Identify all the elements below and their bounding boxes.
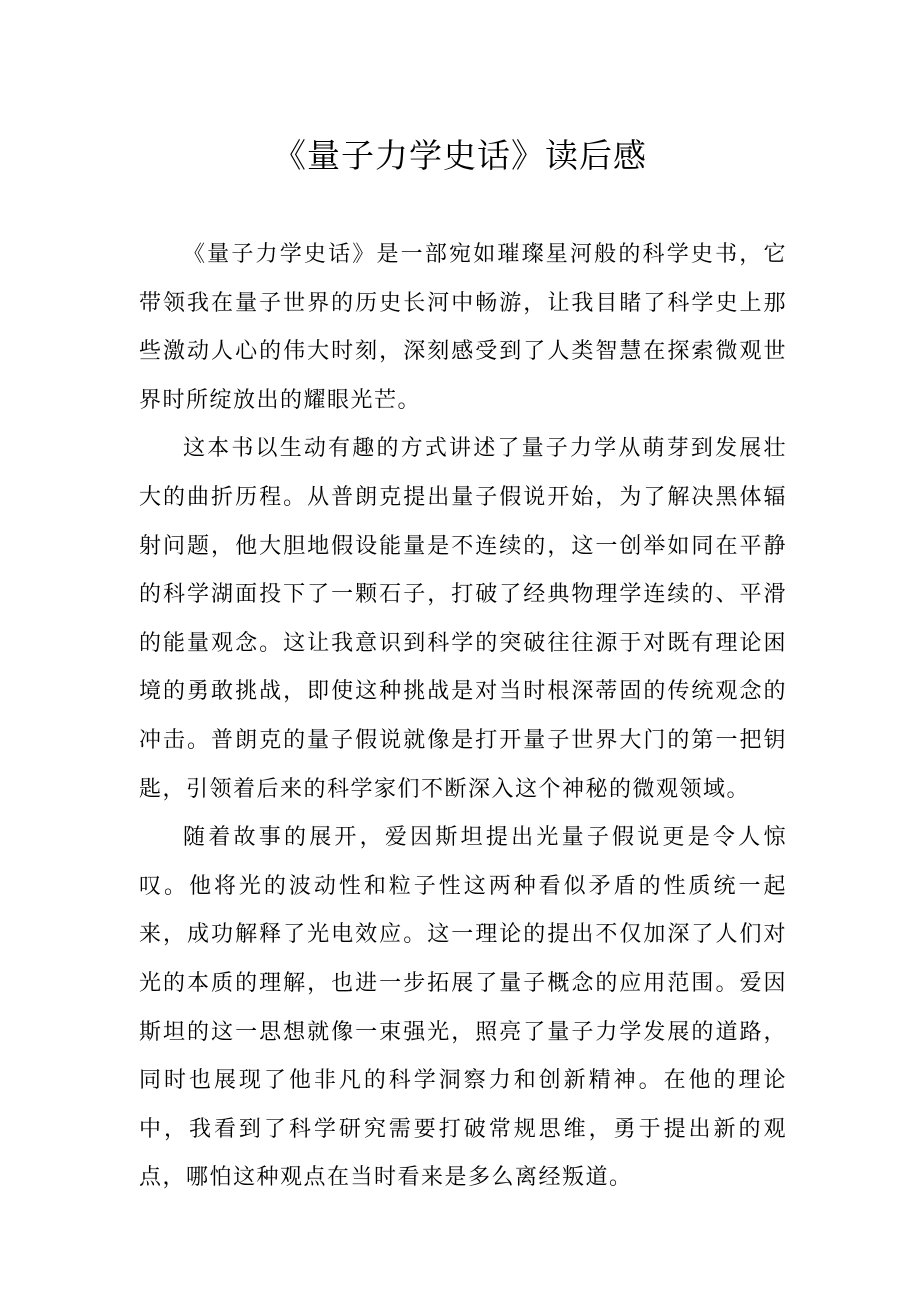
document-body [139,231,787,1203]
paragraph-2: 这本书以生动有趣的方式讲述了量子力学从萌芽到发展壮大的曲折历程。从普朗克提出量子假说开始，为了解决黑体辐射问题，他大胆地假设能量是不连续的，这一创举如同在平静的科学湖面投下了一颗石子，打破了经典物理学连续的、平滑的能量观念。这让我意识到科学的突破往往源于对既有理论困境的勇敢挑战，即使这种挑战是对当时根深蒂固的传统观念的冲击。普朗克的量子假说就像是打开量子世界大门的第一把钥匙，引领着后来的科学家们不断深入这个神秘的微观领域。 [139,436,787,802]
paragraph-1: 《量子力学史话》是一部宛如璀璨星河般的科学史书，它带领我在量子世界的历史长河中畅游，让我目睹了科学史上那些激动人心的伟大时刻，深刻感受到了人类智慧在探索微观世界时所绽放出的耀眼光芒。 [139,242,787,413]
document-title: 《量子力学史话》读后感 [273,136,647,175]
paragraph-3: 随着故事的展开，爱因斯坦提出光量子假说更是令人惊叹。他将光的波动性和粒子性这两种看似矛盾的性质统一起来，成功解释了光电效应。这一理论的提出不仅加深了人们对光的本质的理解，也进一步拓展了量子概念的应用范围。爱因斯坦的这一思想就像一束强光，照亮了量子力学发展的道路，同时也展现了他非凡的科学洞察力和创新精神。在他的理论中，我看到了科学研究需要打破常规思维，勇于提出新的观点，哪怕这种观点在当时看来是多么离经叛道。 [139,825,787,1191]
